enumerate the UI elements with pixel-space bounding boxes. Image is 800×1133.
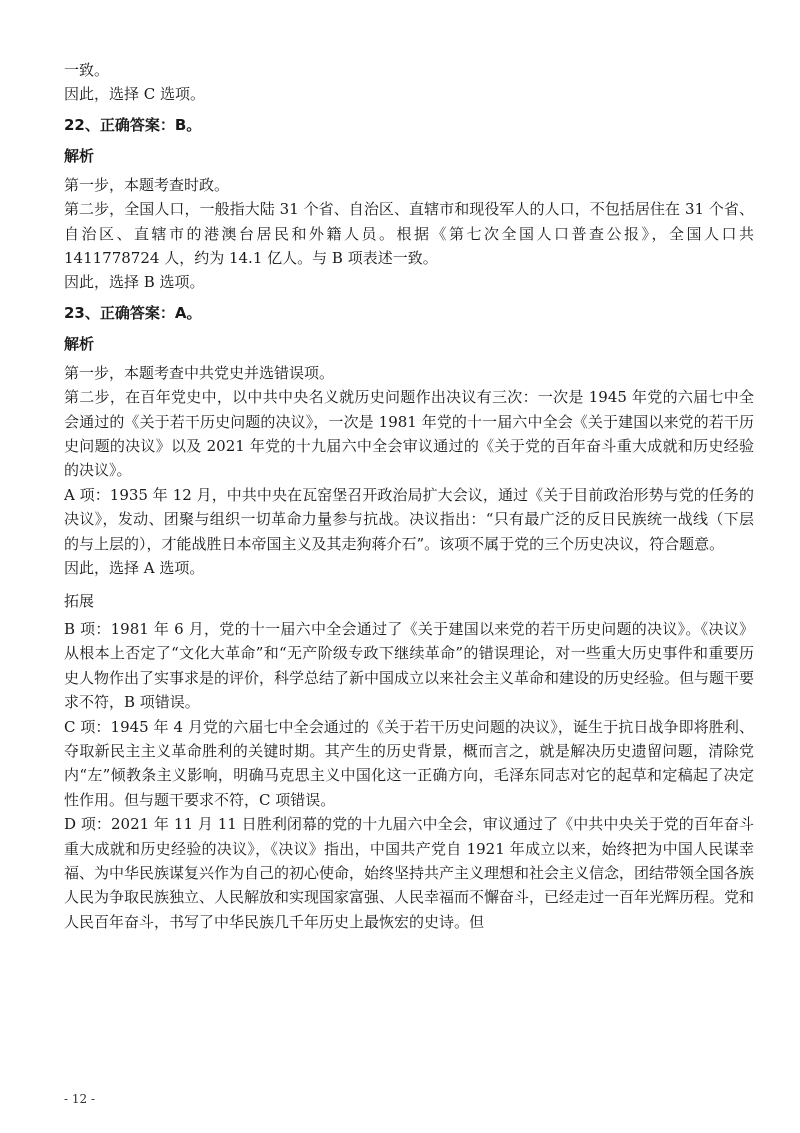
- document-body: [64, 58, 754, 934]
- paragraph: B 项：1981 年 6 月，党的十一届六中全会通过了《关于建国以来党的若干历史问题的决议》。《决议》从根本上否定了“文化大革命”和“无产阶级专政下继续革命”的错误理论，对一些重大历史事件和重要历史人物作出了实事求是的评价，科学总结了新中国成立以来社会主义革命和建设的历史经验。但与题干要求不符，B 项错误。: [64, 619, 755, 712]
- paragraph: 第二步，全国人口，一般指大陆 31 个省、自治区、直辖市和现役军人的人口，不包括居住在 31 个省、自治区、直辖市的港澳台居民和外籍人员。根据《第七次全国人口普查公报》，全国人口共 1411778724 人，约为 14.1 亿人。与 B 项表述一致。: [64, 200, 754, 268]
- paragraph: 因此，选择 B 选项。: [64, 273, 205, 292]
- analysis-heading: 解析: [64, 146, 95, 165]
- paragraph: A 项：1935 年 12 月，中共中央在瓦窑堡召开政治局扩大会议，通过《关于目前政治形势与党的任务的决议》，发动、团聚与组织一切革命力量参与抗战。决议指出：“只有最广泛的反日民族统一战线（下层的与上层的），才能战胜日本帝国主义及其走狗蒋介石”。该项不属于党的三个历史决议，符合题意。: [64, 485, 754, 553]
- paragraph: 因此，选择 A 选项。: [64, 559, 205, 578]
- paragraph: 第一步，本题考查中共党史并选错误项。: [64, 363, 335, 382]
- page-number: - 12 -: [64, 1092, 96, 1106]
- analysis-heading: 解析: [64, 334, 95, 353]
- paragraph: 一致。: [64, 61, 110, 79]
- paragraph: 第二步，在百年党史中，以中共中央名义就历史问题作出决议有三次：一次是 1945 年党的六届七中全会通过的《关于若干历史问题的决议》，一次是 1981 年党的十一届六中全会《关于建国以来党的若干历史问题的决议》以及 2021 年党的十九届六中全会审议通过的《关于党的百年奋斗重大成就和历史经验的决议》。: [64, 388, 754, 480]
- paragraph: D 项：2021 年 11 月 11 日胜利闭幕的党的十九届六中全会，审议通过了《中共中央关于党的百年奋斗重大成就和历史经验的决议》，《决议》指出，中国共产党自 1921 年成立以来，始终把为中国人民谋幸福、为中华民族谋复兴作为自己的初心使命，始终坚持共产主义理想和社会主义信念，团结带领全国各族人民为争取民族独立、人民解放和实现国家富强、人民幸福而不懈奋斗，已经走过一百年光辉历程。党和人民百年奋斗，书写了中华民族几千年历史上最恢宏的史诗。但: [64, 815, 755, 931]
- answer-heading: 22、正确答案：B。: [64, 115, 202, 134]
- extension-label: 拓展: [64, 591, 95, 610]
- paragraph: 因此，选择 C 选项。: [64, 85, 206, 104]
- answer-heading: 23、正确答案：A。: [64, 303, 202, 322]
- paragraph: 第一步，本题考查时政。: [64, 175, 230, 194]
- paragraph: C 项：1945 年 4 月党的六届七中全会通过的《关于若干历史问题的决议》，诞生于抗日战争即将胜利、夺取新民主主义革命胜利的关键时期。其产生的历史背景，概而言之，就是解决历史遗留问题，清除党内“左”倾教条主义影响，明确马克思主义中国化这一正确方向，毛泽东同志对它的起草和定稿起了决定性作用。但与题干要求不符，C 项错误。: [64, 717, 754, 809]
